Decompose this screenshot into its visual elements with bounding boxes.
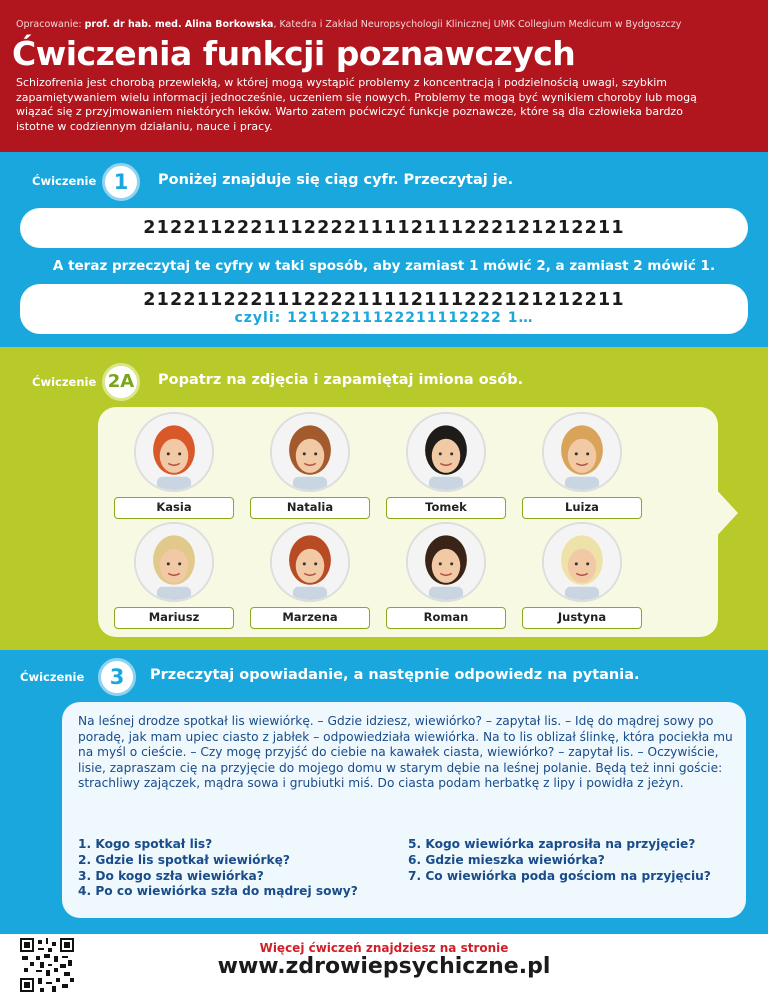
person-photo [270,522,350,602]
credit-author: prof. dr hab. med. Alina Borkowska [84,19,274,30]
person-name: Mariusz [114,607,234,629]
exercise-2a-instruction: Popatrz na zdjęcia i zapamiętaj imiona osób. [158,372,524,388]
person-card [250,412,370,522]
person-photo [134,412,214,492]
person-name: Natalia [250,497,370,519]
digits-sequence-repeat: 212211222111222211112111222121212211 [143,290,625,310]
person-card [522,412,642,522]
credit-line [16,19,681,30]
exercise-2a-badge: 2A [102,363,140,401]
question-item: 1. Kogo spotkał lis? [78,837,213,851]
exercise-1-instruction: Poniżej znajduje się ciąg cyfr. Przeczytaj je. [158,172,514,188]
person-card [250,522,370,632]
exercise-1-label: Ćwiczenie [32,174,97,188]
credit-suffix: , Katedra i Zakład Neuropsychologii Klinicznej UMK Collegium Medicum w Bydgoszczy [273,19,682,30]
credit-prefix: Opracowanie: [16,19,82,30]
person-name: Tomek [386,497,506,519]
exercise-3-instruction: Przeczytaj opowiadanie, a następnie odpowiedz na pytania. [150,667,640,683]
czyli-hint: czyli: 12112211122211112222 1… [234,310,534,326]
digits-box [20,208,748,248]
person-card [114,522,234,632]
questions-left [78,837,358,900]
question-item: 5. Kogo wiewiórka zaprosiła na przyjęcie? [408,837,696,851]
exercise-3-badge: 3 [98,658,136,696]
exercise-1-second-instruction: A teraz przeczytaj te cyfry w taki sposób, aby zamiast 1 mówić 2, a zamiast 2 mówić 1. [52,258,716,274]
exercise-3-label: Ćwiczenie [20,670,85,684]
person-photo [270,412,350,492]
header [0,0,768,152]
intro-text: Schizofrenia jest chorobą przewlekłą, w której mogą wystąpić problemy z koncentracją i podzielnością uwagi, szybkim zapamiętywaniem wielu informacji jednocześnie, uczeniem się nowych. Problemy te mogą być wynikiem choroby lub mogą wiązać się z przyjmowaniem niektórych leków. Warto zatem poćwiczyć funkcje poznawcze, które są dla człowieka bardzo istotne w codziennym działaniu, nauce i pracy. [16,76,697,133]
question-item: 7. Co wiewiórka poda gościom na przyjęciu? [408,868,711,883]
person-photo [134,522,214,602]
panel-arrow [714,487,738,539]
story-text: Na leśnej drodze spotkał lis wiewiórkę. – Gdzie idziesz, wiewiórko? – zapytał lis. – Idę do mądrej sowy po poradę, jak mam upiec ciasto z jabłek – odpowiedziała wiewiórka. Na to lis oblizał ślinkę, która pociekła mu na myśl o cieście. – Czy mogę przyjść do ciebie na kawałek ciasta, wiewiórko? – zapytał lis. – Oczywiście, lisie, zapraszam cię na przyjęcie do mojego domu w starym dębie na leśnej polanie. Będą też inni goście: strachliwy zajączek, mądra sowa i grubiutki miś. Do ciasta podam herbatkę z lipy i powidła z jeżyn. [78,714,733,791]
person-card [114,412,234,522]
person-card [522,522,642,632]
person-photo [542,522,622,602]
page-title: Ćwiczenia funkcji poznawczych [12,34,576,73]
person-name: Roman [386,607,506,629]
digits-sequence: 212211222111222211112111222121212211 [143,218,625,238]
person-card [386,522,506,632]
more-exercises-text: Więcej ćwiczeń znajdziesz na stronie [259,941,509,955]
question-item: 3. Do kogo szła wiewiórka? [78,868,264,883]
website-link[interactable]: www.zdrowiepsychiczne.pl [217,954,551,979]
questions-right [408,837,711,884]
question-item: 4. Po co wiewiórka szła do mądrej sowy? [78,884,358,899]
person-name: Luiza [522,497,642,519]
person-photo [406,412,486,492]
person-photo [406,522,486,602]
question-item: 2. Gdzie lis spotkał wiewiórkę? [78,852,290,867]
exercise-1-badge: 1 [102,163,140,201]
question-item: 6. Gdzie mieszka wiewiórka? [408,852,605,867]
digits-box-repeat [20,284,748,334]
person-photo [542,412,622,492]
person-name: Marzena [250,607,370,629]
person-card [386,412,506,522]
person-name: Kasia [114,497,234,519]
person-name: Justyna [522,607,642,629]
exercise-2a-label: Ćwiczenie [32,375,97,389]
